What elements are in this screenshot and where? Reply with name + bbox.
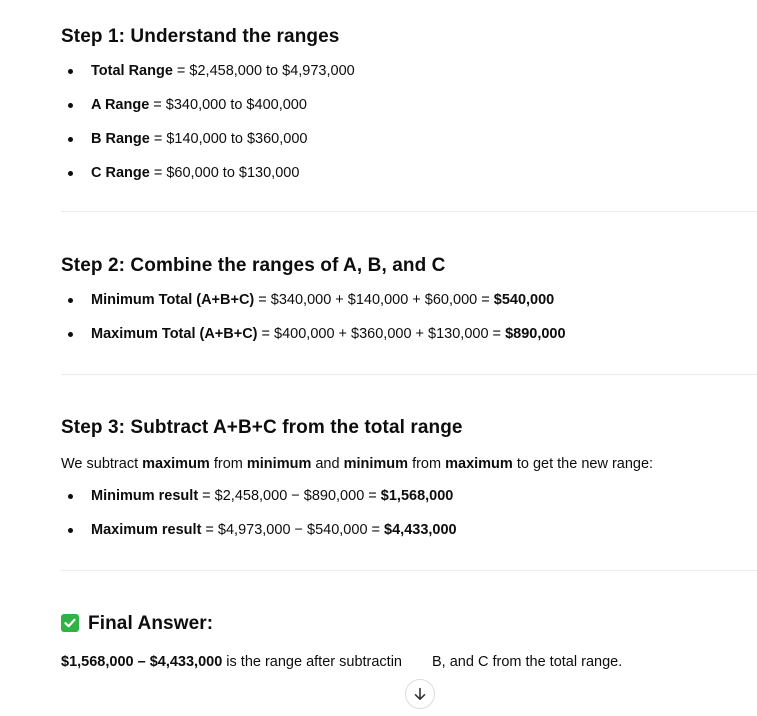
- list-item: A Range = $340,000 to $400,000: [61, 95, 757, 129]
- section-divider: [61, 570, 757, 571]
- step3-list: [61, 486, 757, 554]
- list-item: Maximum Total (A+B+C) = $400,000 + $360,000 + $130,000 = $890,000: [61, 324, 757, 358]
- step1-list: [61, 61, 757, 197]
- bullet: [68, 171, 73, 176]
- final-answer: $1,568,000 – $4,433,000 is the range after subtractin B, and C from the total range.: [61, 654, 623, 670]
- list-item: Minimum result = $2,458,000 − $890,000 = $1,568,000: [61, 486, 757, 520]
- final-heading: Final Answer:: [61, 612, 757, 636]
- section-divider: [61, 211, 757, 212]
- step2-list: [61, 290, 757, 358]
- scroll-to-bottom-button[interactable]: [405, 679, 435, 709]
- section-divider: [61, 374, 757, 375]
- step3-heading: Step 3: Subtract A+B+C from the total range: [61, 417, 463, 438]
- list-item: Total Range = $2,458,000 to $4,973,000: [61, 61, 757, 95]
- bullet: [68, 137, 73, 142]
- arrow-down-icon: [413, 687, 427, 701]
- bullet: [68, 103, 73, 108]
- list-item: C Range = $60,000 to $130,000: [61, 163, 757, 197]
- bullet: [68, 332, 73, 337]
- bullet: [68, 69, 73, 74]
- list-item: Maximum result = $4,973,000 − $540,000 = $4,433,000: [61, 520, 757, 554]
- bullet: [68, 494, 73, 499]
- check-box-icon: [61, 614, 79, 632]
- message-content: [61, 0, 757, 672]
- list-item: Minimum Total (A+B+C) = $340,000 + $140,000 + $60,000 = $540,000: [61, 290, 757, 324]
- step2-heading: Step 2: Combine the ranges of A, B, and C: [61, 255, 446, 276]
- step1-heading: Step 1: Understand the ranges: [61, 26, 340, 47]
- step3-intro: We subtract maximum from minimum and minimum from maximum to get the new range:: [61, 456, 654, 472]
- bullet: [68, 528, 73, 533]
- list-item: B Range = $140,000 to $360,000: [61, 129, 757, 163]
- bullet: [68, 298, 73, 303]
